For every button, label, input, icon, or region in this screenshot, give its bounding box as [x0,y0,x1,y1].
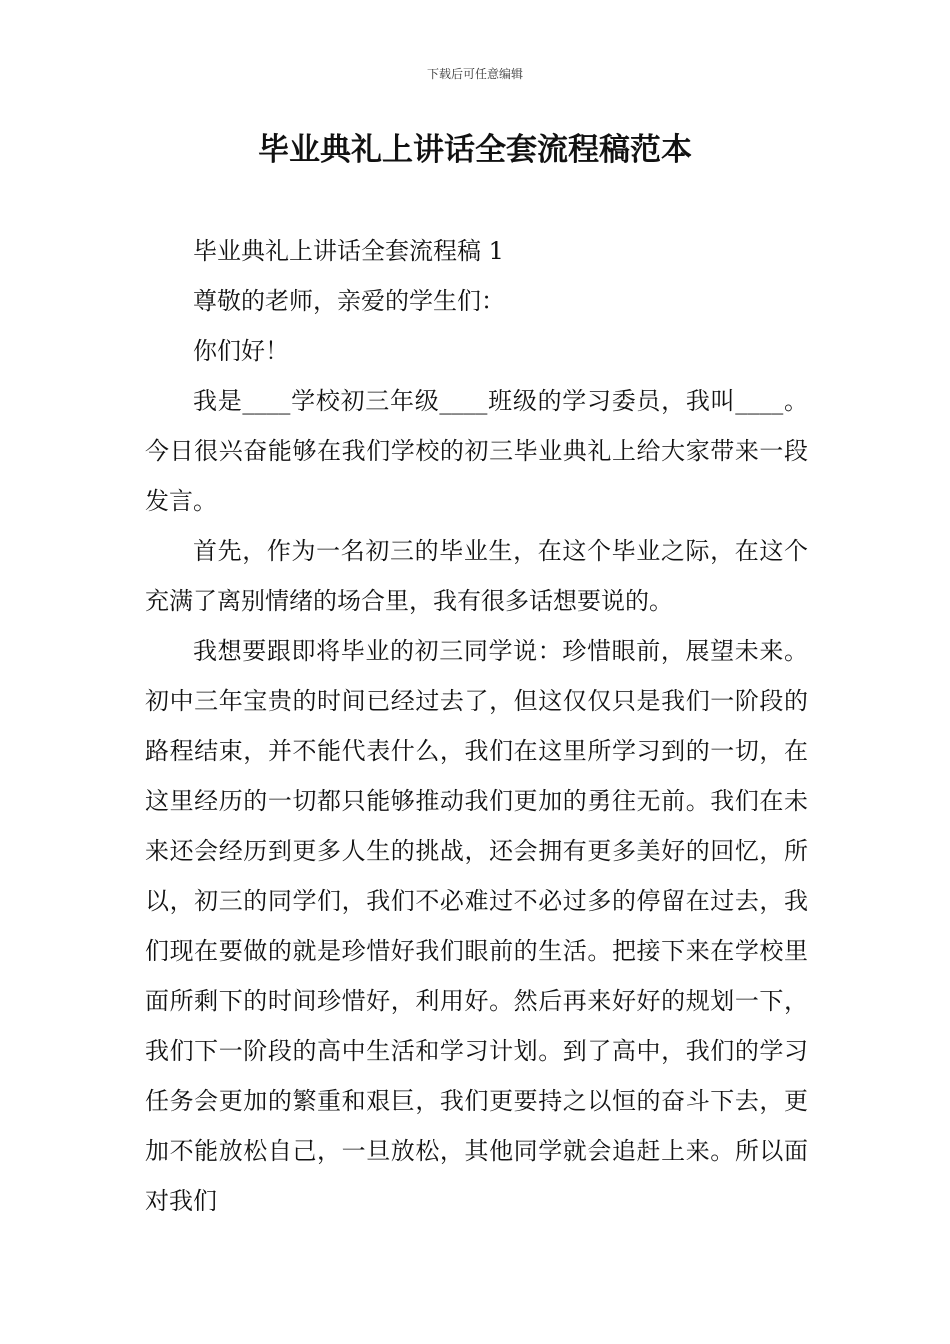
paragraph-subtitle: 毕业典礼上讲话全套流程稿 1 [193,237,504,265]
paragraph-salutation: 尊敬的老师，亲爱的学生们： [193,287,505,315]
paragraph-main: 我想要跟即将毕业的初三同学说：珍惜眼前，展望未来。初中三年宝贵的时间已经过去了，但这仅仅只是我们一阶段的路程结束，并不能代表什么，我们在这里所学习到的一切，在这里经历的一切都只能够推动我们更加的勇往无前。我们在未来还会经历到更多人生的挑战，还会拥有更多美好的回忆，所以，初三的同学们，我们不必难过不必过多的停留在过去，我们现在要做的就是珍惜好我们眼前的生活。把接下来在学校里面所剩下的时间珍惜好，利用好。然后再来好好的规划一下，我们下一阶段的高中生活和学习计划。到了高中，我们的学习任务会更加的繁重和艰巨，我们更要持之以恒的奋斗下去，更加不能放松自己，一旦放松，其他同学就会追赶上来。所以面对我们 [145,637,808,1215]
download-note: 下载后可任意编辑 [426,67,523,81]
document-body [145,226,808,1226]
paragraph-greeting: 你们好！ [193,337,289,365]
document-title: 毕业典礼上讲话全套流程稿范本 [258,132,692,168]
paragraph-introduction: 我是____学校初三年级____班级的学习委员，我叫____。今日很兴奋能够在我们学校的初三毕业典礼上给大家带来一段发言。 [145,387,808,515]
paragraph-opening: 首先，作为一名初三的毕业生，在这个毕业之际，在这个充满了离别情绪的场合里，我有很多话想要说的。 [145,537,808,615]
